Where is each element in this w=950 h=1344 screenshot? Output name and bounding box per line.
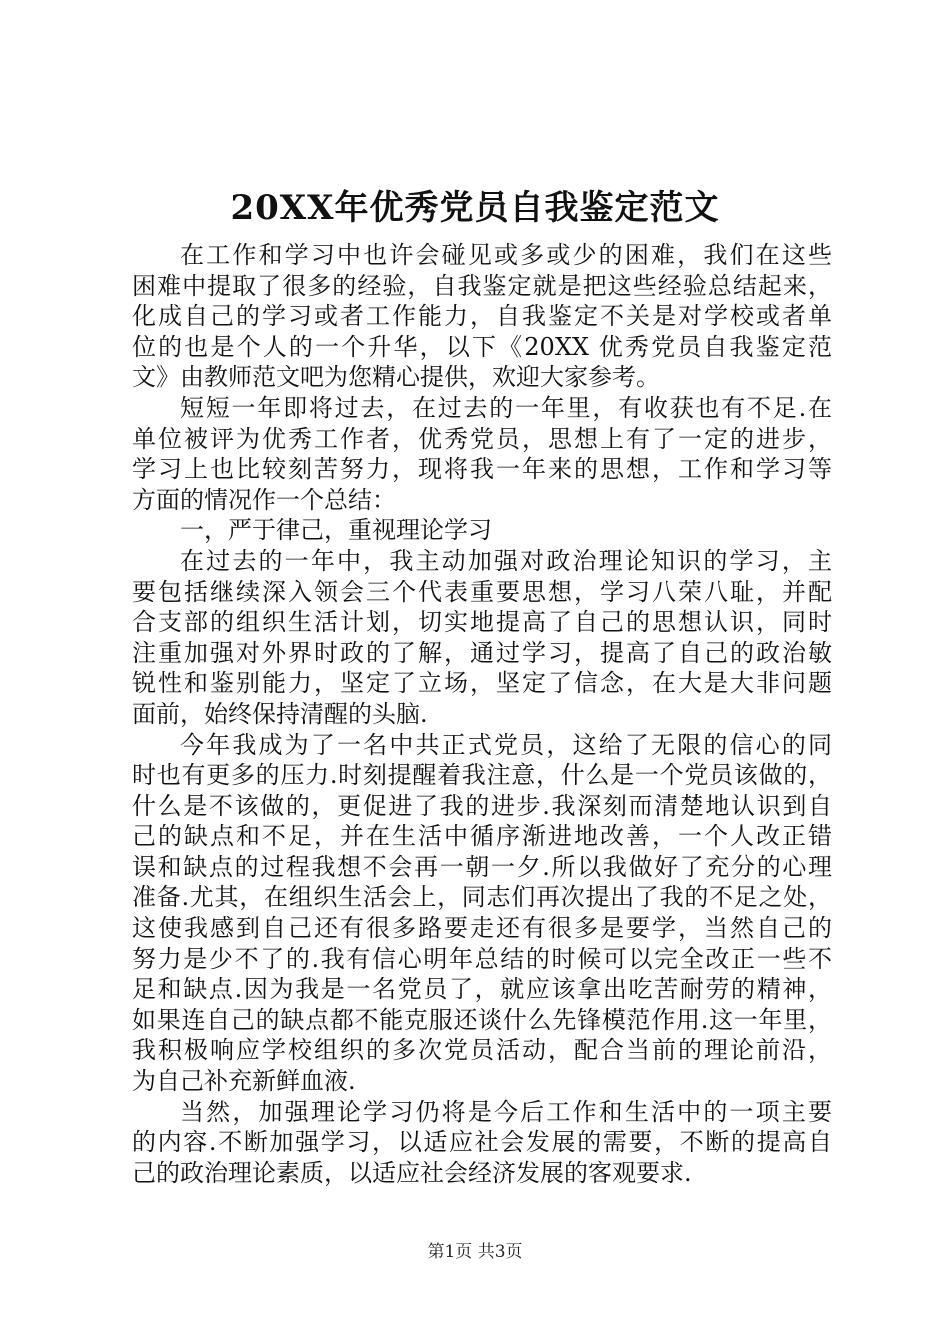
body-line: 足和缺点.因为我是一名党员了，就应该拿出吃苦耐劳的精神， bbox=[132, 975, 832, 1004]
body-line: 今年我成为了一名中共正式党员，这给了无限的信心的同 bbox=[180, 730, 832, 759]
body-line: 准备.尤其，在组织生活会上，同志们再次提出了我的不足之处， bbox=[132, 883, 832, 912]
body-line: 方面的情况作一个总结： bbox=[132, 485, 396, 514]
body-line: 努力是少不了的.我有信心明年总结的时候可以完全改正一些不 bbox=[132, 944, 832, 973]
document-title: 20XX年优秀党员自我鉴定范文 bbox=[230, 188, 720, 228]
body-line: 时也有更多的压力.时刻提醒着我注意，什么是一个党员该做的， bbox=[132, 761, 832, 790]
body-line: 化成自己的学习或者工作能力，自我鉴定不关是对学校或者单 bbox=[132, 302, 832, 331]
body-line: 面前，始终保持清醒的头脑. bbox=[132, 699, 428, 728]
body-line: 学习上也比较刻苦努力，现将我一年来的思想，工作和学习等 bbox=[132, 455, 832, 484]
body-line: 当然，加强理论学习仍将是今后工作和生活中的一项主要 bbox=[180, 1097, 832, 1126]
body-line: 一，严于律己，重视理论学习 bbox=[180, 516, 492, 545]
body-line: 要包括继续深入领会三个代表重要思想，学习八荣八耻，并配 bbox=[132, 577, 832, 606]
body-line: 位的也是个人的一个升华，以下《20XX 优秀党员自我鉴定范 bbox=[132, 332, 832, 361]
body-line: 在过去的一年中，我主动加强对政治理论知识的学习，主 bbox=[180, 546, 832, 575]
body-line: 锐性和鉴别能力，坚定了立场，坚定了信念，在大是大非问题 bbox=[132, 669, 832, 698]
body-line: 注重加强对外界时政的了解，通过学习，提高了自己的政治敏 bbox=[132, 638, 832, 667]
body-line: 短短一年即将过去，在过去的一年里，有收获也有不足.在 bbox=[180, 393, 832, 422]
body-line: 在工作和学习中也许会碰见或多或少的困难，我们在这些 bbox=[180, 241, 832, 269]
body-line: 单位被评为优秀工作者，优秀党员，思想上有了一定的进步， bbox=[132, 424, 832, 453]
body-line: 困难中提取了很多的经验，自我鉴定就是把这些经验总结起来， bbox=[132, 271, 832, 300]
body-line: 己的政治理论素质，以适应社会经济发展的客观要求. bbox=[132, 1158, 692, 1187]
document-body bbox=[132, 240, 832, 1188]
body-line: 我积极响应学校组织的多次党员活动，配合当前的理论前沿， bbox=[132, 1036, 832, 1065]
body-line: 这使我感到自己还有很多路要走还有很多是要学，当然自己的 bbox=[132, 914, 832, 943]
body-line: 为自己补充新鲜血液. bbox=[132, 1067, 356, 1096]
body-line: 的内容.不断加强学习，以适应社会发展的需要，不断的提高自 bbox=[132, 1128, 832, 1157]
body-line: 己的缺点和不足，并在生活中循序渐进地改善，一个人改正错 bbox=[132, 822, 832, 851]
body-line: 文》由教师范文吧为您精心提供，欢迎大家参考。 bbox=[132, 363, 660, 392]
body-line: 如果连自己的缺点都不能克服还谈什么先锋模范作用.这一年里， bbox=[132, 1005, 832, 1034]
page-footer: 第1页 共3页 bbox=[427, 1242, 523, 1262]
body-line: 什么是不该做的，更促进了我的进步.我深刻而清楚地认识到自 bbox=[132, 791, 832, 820]
body-line: 误和缺点的过程我想不会再一朝一夕.所以我做好了充分的心理 bbox=[132, 852, 832, 881]
body-line: 合支部的组织生活计划，切实地提高了自己的思想认识，同时 bbox=[132, 608, 832, 637]
